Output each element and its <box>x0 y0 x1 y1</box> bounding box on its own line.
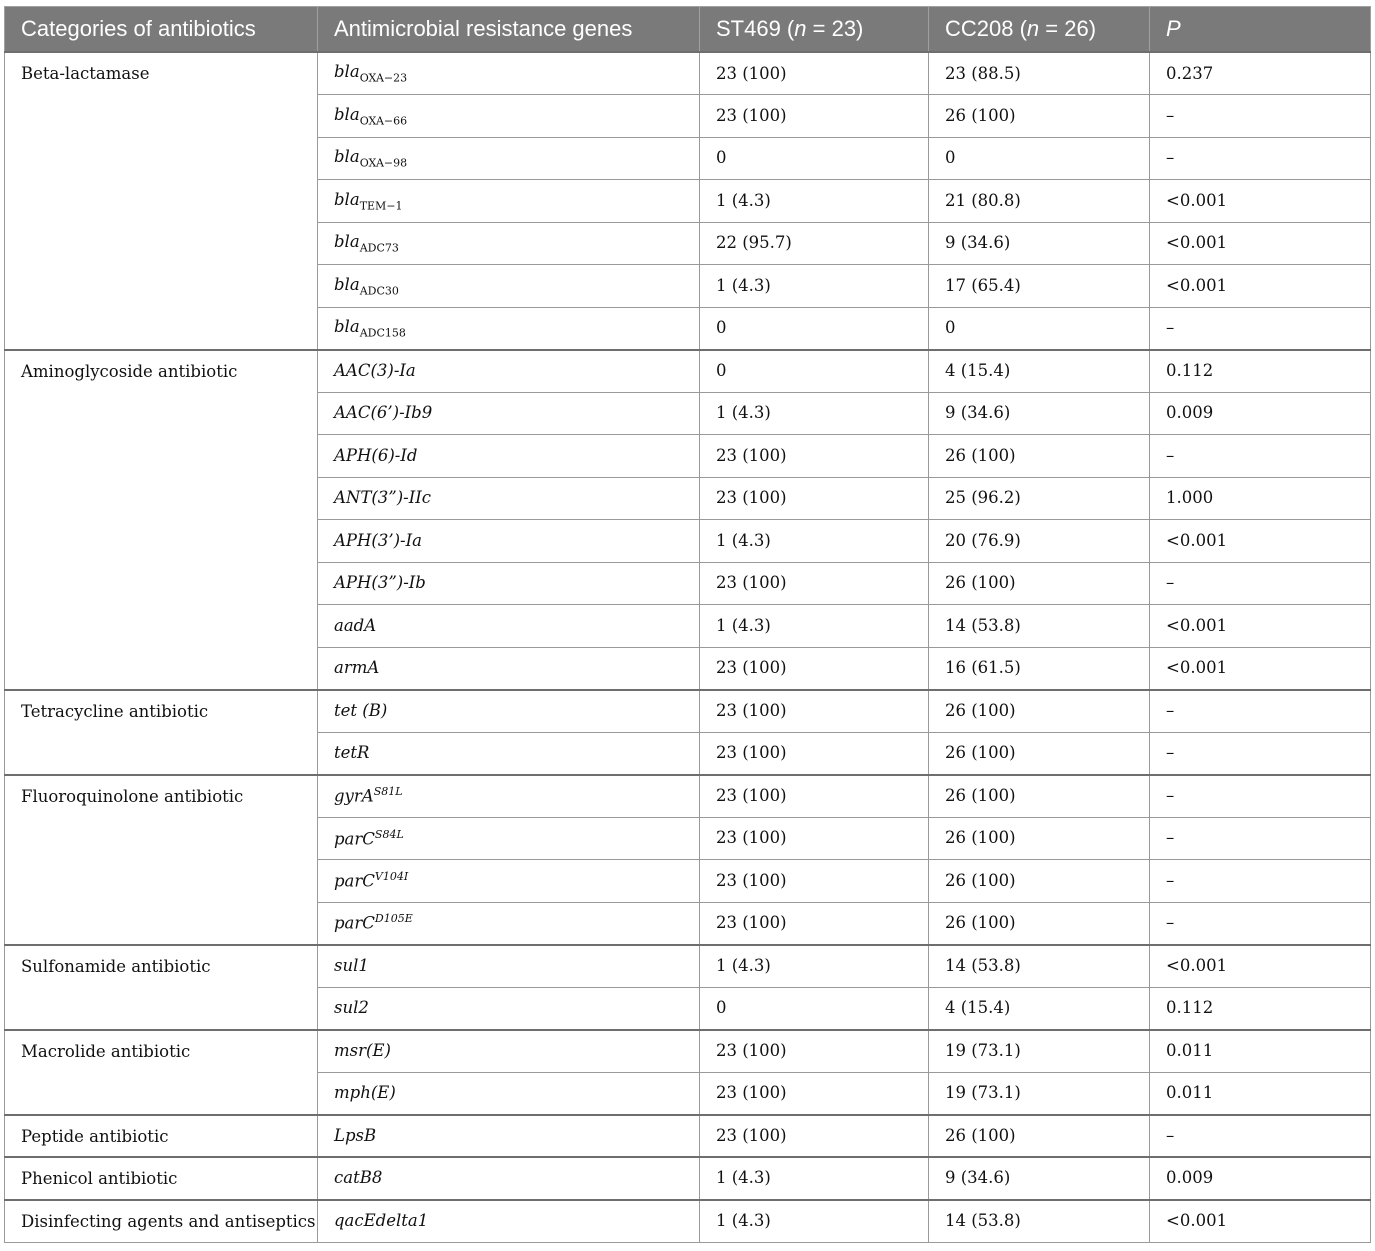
header-category: Categories of antibiotics <box>5 7 318 53</box>
cc208-count-cell: 25 (96.2) <box>929 477 1150 520</box>
gene-name: bla <box>334 232 360 251</box>
p-value-cell: <0.001 <box>1150 945 1371 988</box>
gene-cell <box>318 307 700 350</box>
gene-name: tetR <box>334 743 370 763</box>
gene-cell <box>318 520 700 563</box>
p-value-cell: <0.001 <box>1150 265 1371 308</box>
st469-count-cell: 1 (4.3) <box>700 520 929 563</box>
p-value-cell: – <box>1150 902 1371 945</box>
gene-superscript: S84L <box>374 827 404 841</box>
gene-cell <box>318 562 700 605</box>
category-cell: Fluoroquinolone antibiotic <box>5 775 318 945</box>
gene-name: bla <box>334 189 360 209</box>
p-value-cell: – <box>1150 690 1371 733</box>
st469-count-cell: 23 (100) <box>700 690 929 733</box>
gene-cell <box>318 775 700 818</box>
header-st469-n: n <box>794 16 807 41</box>
table-row <box>5 1030 1371 1073</box>
cc208-count-cell: 17 (65.4) <box>929 265 1150 308</box>
category-cell: Tetracycline antibiotic <box>5 690 318 775</box>
p-value-cell: – <box>1150 775 1371 818</box>
gene-cell <box>318 1030 700 1073</box>
gene-subscript: OXA−23 <box>359 71 408 85</box>
p-value-cell: – <box>1150 307 1371 350</box>
gene-name: parC <box>334 913 375 933</box>
p-value-cell: – <box>1150 435 1371 478</box>
gene-name: ANT(3”)-IIc <box>334 488 432 508</box>
cc208-count-cell: 9 (34.6) <box>929 1157 1150 1200</box>
p-value-cell: 0.009 <box>1150 392 1371 435</box>
p-value-cell: <0.001 <box>1150 222 1371 265</box>
p-value-cell: – <box>1150 562 1371 605</box>
st469-count-cell: 23 (100) <box>700 902 929 945</box>
gene-name: APH(3’)-Ia <box>334 530 422 550</box>
p-value-cell: – <box>1150 137 1371 180</box>
gene-cell <box>318 690 700 733</box>
gene-name: LpsB <box>334 1125 377 1145</box>
gene-name: gyrA <box>334 786 374 806</box>
st469-count-cell: 23 (100) <box>700 817 929 860</box>
gene-name: catB8 <box>334 1168 383 1188</box>
table-row <box>5 52 1371 95</box>
cc208-count-cell: 20 (76.9) <box>929 520 1150 563</box>
p-value-cell: <0.001 <box>1150 520 1371 563</box>
gene-subscript: OXA−66 <box>359 113 408 127</box>
header-cc208-prefix: CC208 ( <box>945 16 1027 41</box>
table-header <box>5 7 1371 53</box>
gene-cell <box>318 137 700 180</box>
gene-name: AAC(6’)-Ib9 <box>334 403 433 423</box>
table-row <box>5 1115 1371 1158</box>
gene-subscript: ADC30 <box>359 283 399 297</box>
category-cell: Disinfecting agents and antiseptics <box>5 1200 318 1243</box>
cc208-count-cell: 26 (100) <box>929 860 1150 903</box>
cc208-count-cell: 19 (73.1) <box>929 1030 1150 1073</box>
gene-superscript: V104I <box>374 870 409 884</box>
st469-count-cell: 23 (100) <box>700 1030 929 1073</box>
st469-count-cell: 1 (4.3) <box>700 945 929 988</box>
category-cell: Beta-lactamase <box>5 52 318 350</box>
st469-count-cell: 0 <box>700 137 929 180</box>
gene-name: mph(E) <box>334 1083 396 1103</box>
gene-name: sul1 <box>334 956 369 976</box>
cc208-count-cell: 26 (100) <box>929 690 1150 733</box>
st469-count-cell: 23 (100) <box>700 647 929 690</box>
st469-count-cell: 23 (100) <box>700 562 929 605</box>
gene-name: parC <box>334 829 375 849</box>
cc208-count-cell: 26 (100) <box>929 902 1150 945</box>
header-st469-prefix: ST469 ( <box>716 16 795 41</box>
gene-cell <box>318 477 700 520</box>
cc208-count-cell: 26 (100) <box>929 562 1150 605</box>
p-value-cell: – <box>1150 817 1371 860</box>
st469-count-cell: 1 (4.3) <box>700 1200 929 1243</box>
p-value-cell: 0.112 <box>1150 350 1371 393</box>
header-genes: Antimicrobial resistance genes <box>318 7 700 53</box>
gene-name: parC <box>334 871 375 891</box>
gene-cell <box>318 265 700 308</box>
p-value-cell: 0.011 <box>1150 1072 1371 1115</box>
p-value-cell: 1.000 <box>1150 477 1371 520</box>
cc208-count-cell: 26 (100) <box>929 435 1150 478</box>
header-st469-suffix: = 23) <box>806 16 864 41</box>
st469-count-cell: 23 (100) <box>700 775 929 818</box>
gene-cell <box>318 987 700 1030</box>
gene-cell <box>318 1157 700 1200</box>
cc208-count-cell: 0 <box>929 307 1150 350</box>
gene-cell <box>318 647 700 690</box>
gene-name: APH(6)-Id <box>334 445 418 465</box>
category-cell: Macrolide antibiotic <box>5 1030 318 1115</box>
header-cc208-suffix: = 26) <box>1039 16 1097 41</box>
category-cell: Phenicol antibiotic <box>5 1157 318 1200</box>
st469-count-cell: 23 (100) <box>700 95 929 138</box>
p-value-cell: <0.001 <box>1150 605 1371 648</box>
gene-subscript: TEM−1 <box>359 198 403 212</box>
st469-count-cell: 23 (100) <box>700 732 929 775</box>
gene-name: msr(E) <box>334 1041 391 1061</box>
gene-cell <box>318 860 700 903</box>
st469-count-cell: 1 (4.3) <box>700 265 929 308</box>
st469-count-cell: 1 (4.3) <box>700 180 929 223</box>
cc208-count-cell: 14 (53.8) <box>929 1200 1150 1243</box>
gene-cell <box>318 1072 700 1115</box>
category-cell: Aminoglycoside antibiotic <box>5 350 318 690</box>
cc208-count-cell: 21 (80.8) <box>929 180 1150 223</box>
gene-cell <box>318 945 700 988</box>
cc208-count-cell: 26 (100) <box>929 775 1150 818</box>
st469-count-cell: 1 (4.3) <box>700 605 929 648</box>
gene-cell <box>318 52 700 95</box>
gene-name: armA <box>334 658 380 678</box>
st469-count-cell: 23 (100) <box>700 477 929 520</box>
gene-subscript: ADC73 <box>359 241 399 255</box>
p-value-cell: – <box>1150 860 1371 903</box>
st469-count-cell: 1 (4.3) <box>700 392 929 435</box>
gene-cell <box>318 392 700 435</box>
gene-cell <box>318 180 700 223</box>
gene-superscript: S81L <box>373 785 403 799</box>
st469-count-cell: 22 (95.7) <box>700 222 929 265</box>
gene-superscript: D105E <box>374 912 413 926</box>
gene-cell <box>318 605 700 648</box>
cc208-count-cell: 14 (53.8) <box>929 945 1150 988</box>
st469-count-cell: 0 <box>700 307 929 350</box>
st469-count-cell: 0 <box>700 987 929 1030</box>
gene-name: bla <box>334 316 360 336</box>
st469-count-cell: 23 (100) <box>700 860 929 903</box>
st469-count-cell: 23 (100) <box>700 435 929 478</box>
gene-cell <box>318 222 700 265</box>
header-row <box>5 7 1371 53</box>
cc208-count-cell: 0 <box>929 137 1150 180</box>
gene-cell <box>318 1200 700 1243</box>
resistance-genes-table <box>4 6 1371 1243</box>
cc208-count-cell: 26 (100) <box>929 817 1150 860</box>
st469-count-cell: 23 (100) <box>700 1115 929 1158</box>
gene-name: AAC(3)-Ia <box>334 361 416 381</box>
table-row <box>5 1200 1371 1243</box>
gene-cell <box>318 435 700 478</box>
p-value-cell: <0.001 <box>1150 1200 1371 1243</box>
header-p-label: P <box>1166 16 1181 41</box>
cc208-count-cell: 9 (34.6) <box>929 392 1150 435</box>
cc208-count-cell: 26 (100) <box>929 95 1150 138</box>
gene-name: tet (B) <box>334 701 388 721</box>
p-value-cell: – <box>1150 732 1371 775</box>
gene-name: bla <box>334 147 360 166</box>
cc208-count-cell: 14 (53.8) <box>929 605 1150 648</box>
gene-name: bla <box>334 62 360 82</box>
st469-count-cell: 23 (100) <box>700 1072 929 1115</box>
table-row <box>5 775 1371 818</box>
p-value-cell: <0.001 <box>1150 647 1371 690</box>
header-cc208 <box>929 7 1150 53</box>
p-value-cell: 0.009 <box>1150 1157 1371 1200</box>
header-p-value <box>1150 7 1371 53</box>
header-cc208-n: n <box>1026 16 1040 41</box>
gene-cell <box>318 817 700 860</box>
header-st469 <box>700 7 929 53</box>
cc208-count-cell: 23 (88.5) <box>929 52 1150 95</box>
p-value-cell: 0.011 <box>1150 1030 1371 1073</box>
cc208-count-cell: 26 (100) <box>929 732 1150 775</box>
cc208-count-cell: 16 (61.5) <box>929 647 1150 690</box>
p-value-cell: – <box>1150 95 1371 138</box>
category-cell: Peptide antibiotic <box>5 1115 318 1158</box>
gene-subscript: ADC158 <box>359 326 406 340</box>
gene-name: bla <box>334 104 360 124</box>
gene-cell <box>318 95 700 138</box>
table-row <box>5 945 1371 988</box>
cc208-count-cell: 4 (15.4) <box>929 987 1150 1030</box>
gene-name: aadA <box>334 615 377 635</box>
gene-name: sul2 <box>334 998 369 1018</box>
cc208-count-cell: 26 (100) <box>929 1115 1150 1158</box>
st469-count-cell: 1 (4.3) <box>700 1157 929 1200</box>
table-row <box>5 1157 1371 1200</box>
table-body <box>5 52 1371 1242</box>
gene-name: APH(3”)-Ib <box>334 573 426 593</box>
gene-cell <box>318 732 700 775</box>
p-value-cell: <0.001 <box>1150 180 1371 223</box>
category-cell: Sulfonamide antibiotic <box>5 945 318 1030</box>
st469-count-cell: 23 (100) <box>700 52 929 95</box>
cc208-count-cell: 19 (73.1) <box>929 1072 1150 1115</box>
st469-count-cell: 0 <box>700 350 929 393</box>
gene-cell <box>318 1115 700 1158</box>
gene-cell <box>318 350 700 393</box>
table-row <box>5 690 1371 733</box>
cc208-count-cell: 4 (15.4) <box>929 350 1150 393</box>
gene-name: qacEdelta1 <box>334 1211 429 1231</box>
p-value-cell: – <box>1150 1115 1371 1158</box>
gene-name: bla <box>334 274 360 294</box>
gene-cell <box>318 902 700 945</box>
table-row <box>5 350 1371 393</box>
p-value-cell: 0.237 <box>1150 52 1371 95</box>
p-value-cell: 0.112 <box>1150 987 1371 1030</box>
cc208-count-cell: 9 (34.6) <box>929 222 1150 265</box>
gene-subscript: OXA−98 <box>359 156 408 170</box>
